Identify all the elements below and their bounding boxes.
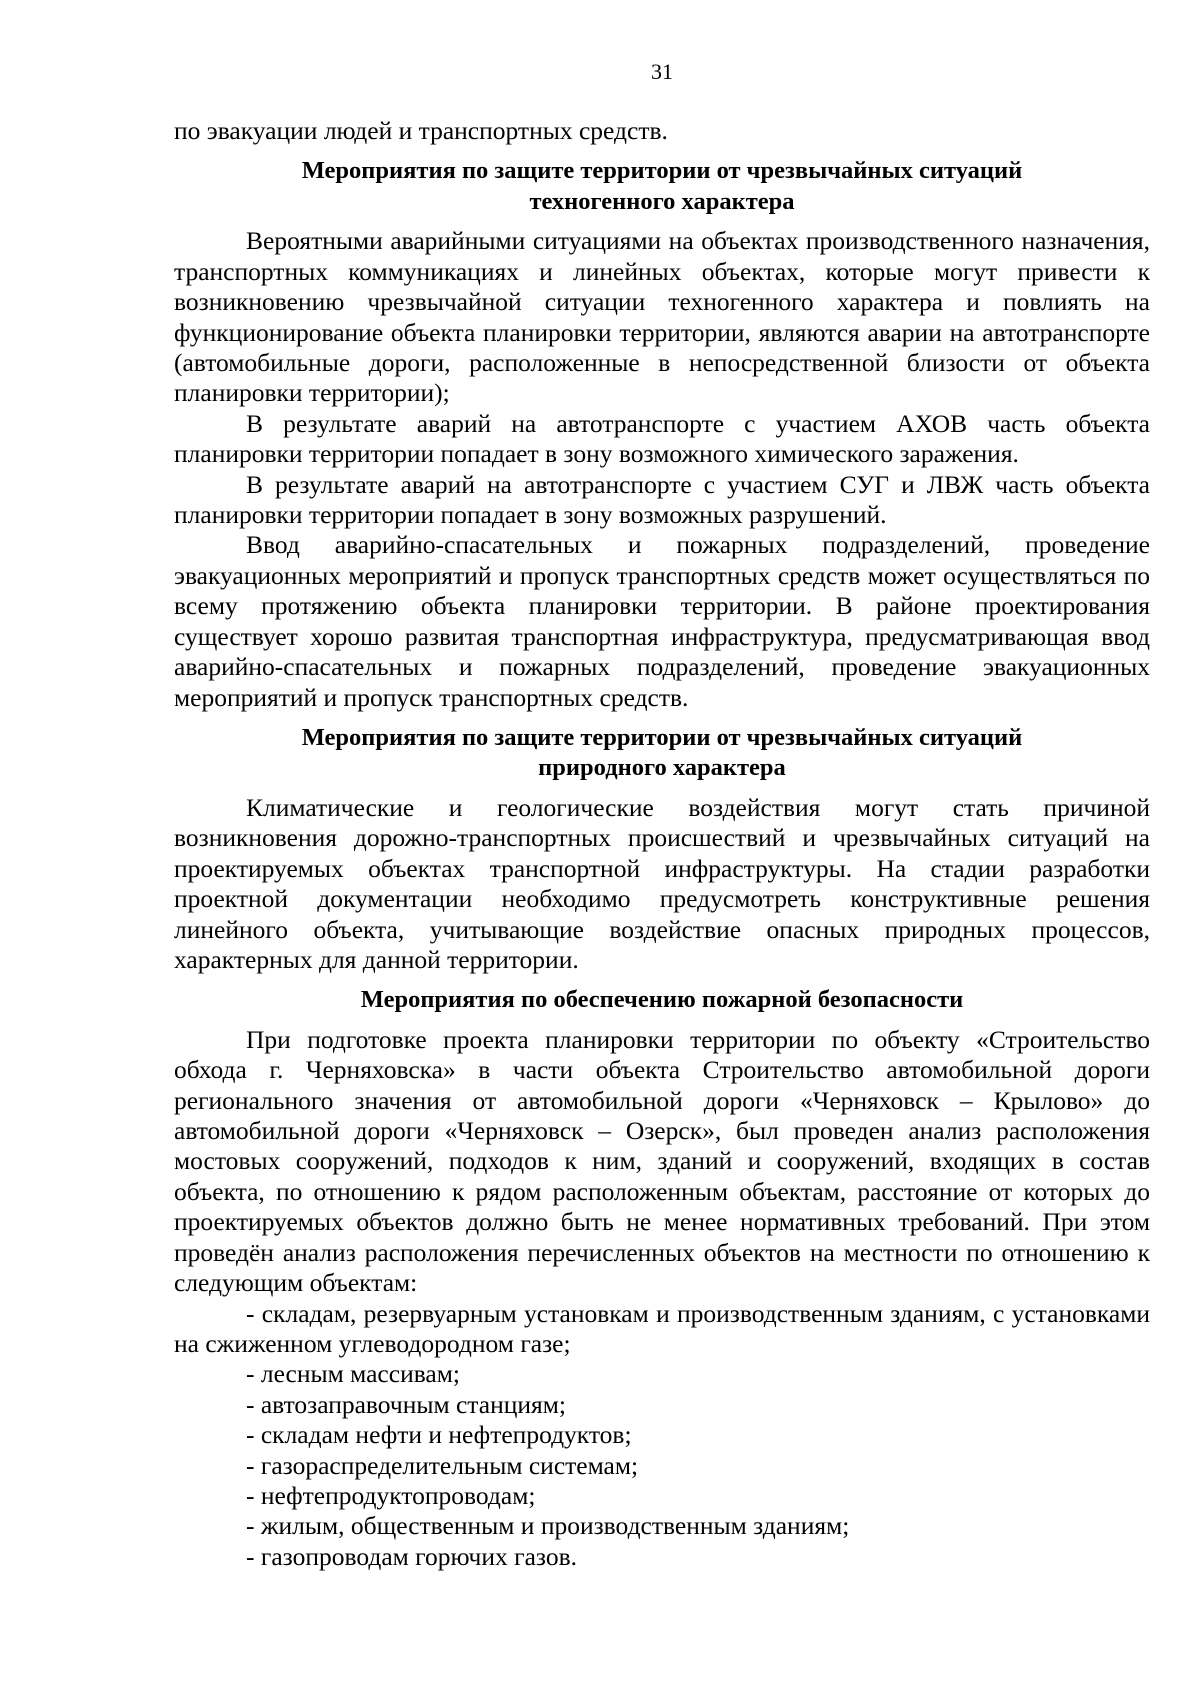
- objects-list: [174, 1299, 1150, 1573]
- paragraph: Климатические и геологические воздействия могут стать причиной возникновения дорожно-транспортных происшествий и чрезвычайных ситуаций на проектируемых объектах транспортной инфраструктуры. На стадии разработки проектной документации необходимо предусмотреть конструктивные решения линейного объекта, учитывающие воздействие опасных природных процессов, характерных для данной территории.: [174, 792, 1150, 974]
- list-item: - складам, резервуарным установкам и производственным зданиям, с установками на сжиженном углеводородном газе;: [174, 1298, 1150, 1358]
- section-heading-line: Мероприятия по обеспечению пожарной безопасности: [360, 986, 964, 1014]
- section-heading-line: Мероприятия по защите территории от чрезвычайных ситуаций: [301, 723, 1023, 751]
- section-heading-line: техногенного характера: [529, 187, 795, 215]
- paragraph: В результате аварий на автотранспорте с участием АХОВ часть объекта планировки территории попадает в зону возможного химического заражения.: [174, 408, 1150, 469]
- list-item: - газораспределительным системам;: [246, 1450, 639, 1480]
- list-item: - автозаправочным станциям;: [246, 1389, 566, 1419]
- intro-fragment: по эвакуации людей и транспортных средств.: [174, 116, 668, 145]
- section-heading-technogenic: [174, 156, 1150, 217]
- section-heading-fire-safety: [174, 985, 1150, 1016]
- list-item: - газопроводам горючих газов.: [246, 1541, 578, 1571]
- document-body: [174, 116, 1150, 1572]
- page-number: 31: [651, 59, 673, 84]
- paragraph: Ввод аварийно-спасательных и пожарных подразделений, проведение эвакуационных мероприятий и пропуск транспортных средств может осуществляться по всему протяжению объекта планировки территории. В районе проектирования существует хорошо развитая транспортная инфраструктура, предусматривающая ввод аварийно-спасательных и пожарных подразделений, проведение эвакуационных мероприятий и пропуск транспортных средств.: [174, 530, 1150, 712]
- paragraph: В результате аварий на автотранспорте с участием СУГ и ЛВЖ часть объекта планировки территории попадает в зону возможных разрушений.: [174, 469, 1150, 530]
- section-heading-line: Мероприятия по защите территории от чрезвычайных ситуаций: [301, 157, 1023, 185]
- list-item: - жилым, общественным и производственным зданиям;: [246, 1511, 850, 1541]
- list-item: - складам нефти и нефтепродуктов;: [246, 1420, 632, 1450]
- list-item: - нефтепродуктопроводам;: [246, 1480, 536, 1510]
- list-item: - лесным массивам;: [246, 1359, 460, 1389]
- section-heading-line: природного характера: [538, 754, 786, 782]
- paragraph: При подготовке проекта планировки территории по объекту «Строительство обхода г. Черняховска» в части объекта Строительство автомобильной дороги регионального значения от автомобильной дороги «Черняховск – Крылово» до автомобильной дороги «Черняховск – Озерск», был проведен анализ расположения мостовых сооружений, подходов к ним, зданий и сооружений, входящих в состав объекта, по отношению к рядом расположенным объектам, расстояние от которых до проектируемых объектов должно быть не менее нормативных требований. При этом проведён анализ расположения перечисленных объектов на местности по отношению к следующим объектам:: [174, 1024, 1150, 1298]
- paragraph: Вероятными аварийными ситуациями на объектах производственного назначения, транспортных коммуникациях и линейных объектах, которые могут привести к возникновению чрезвычайной ситуации техногенного характера и повлиять на функционирование объекта планировки территории, являются аварии на автотранспорте (автомобильные дороги, расположенные в непосредственной близости от объекта планировки территории);: [174, 226, 1150, 408]
- section-heading-natural: [174, 723, 1150, 784]
